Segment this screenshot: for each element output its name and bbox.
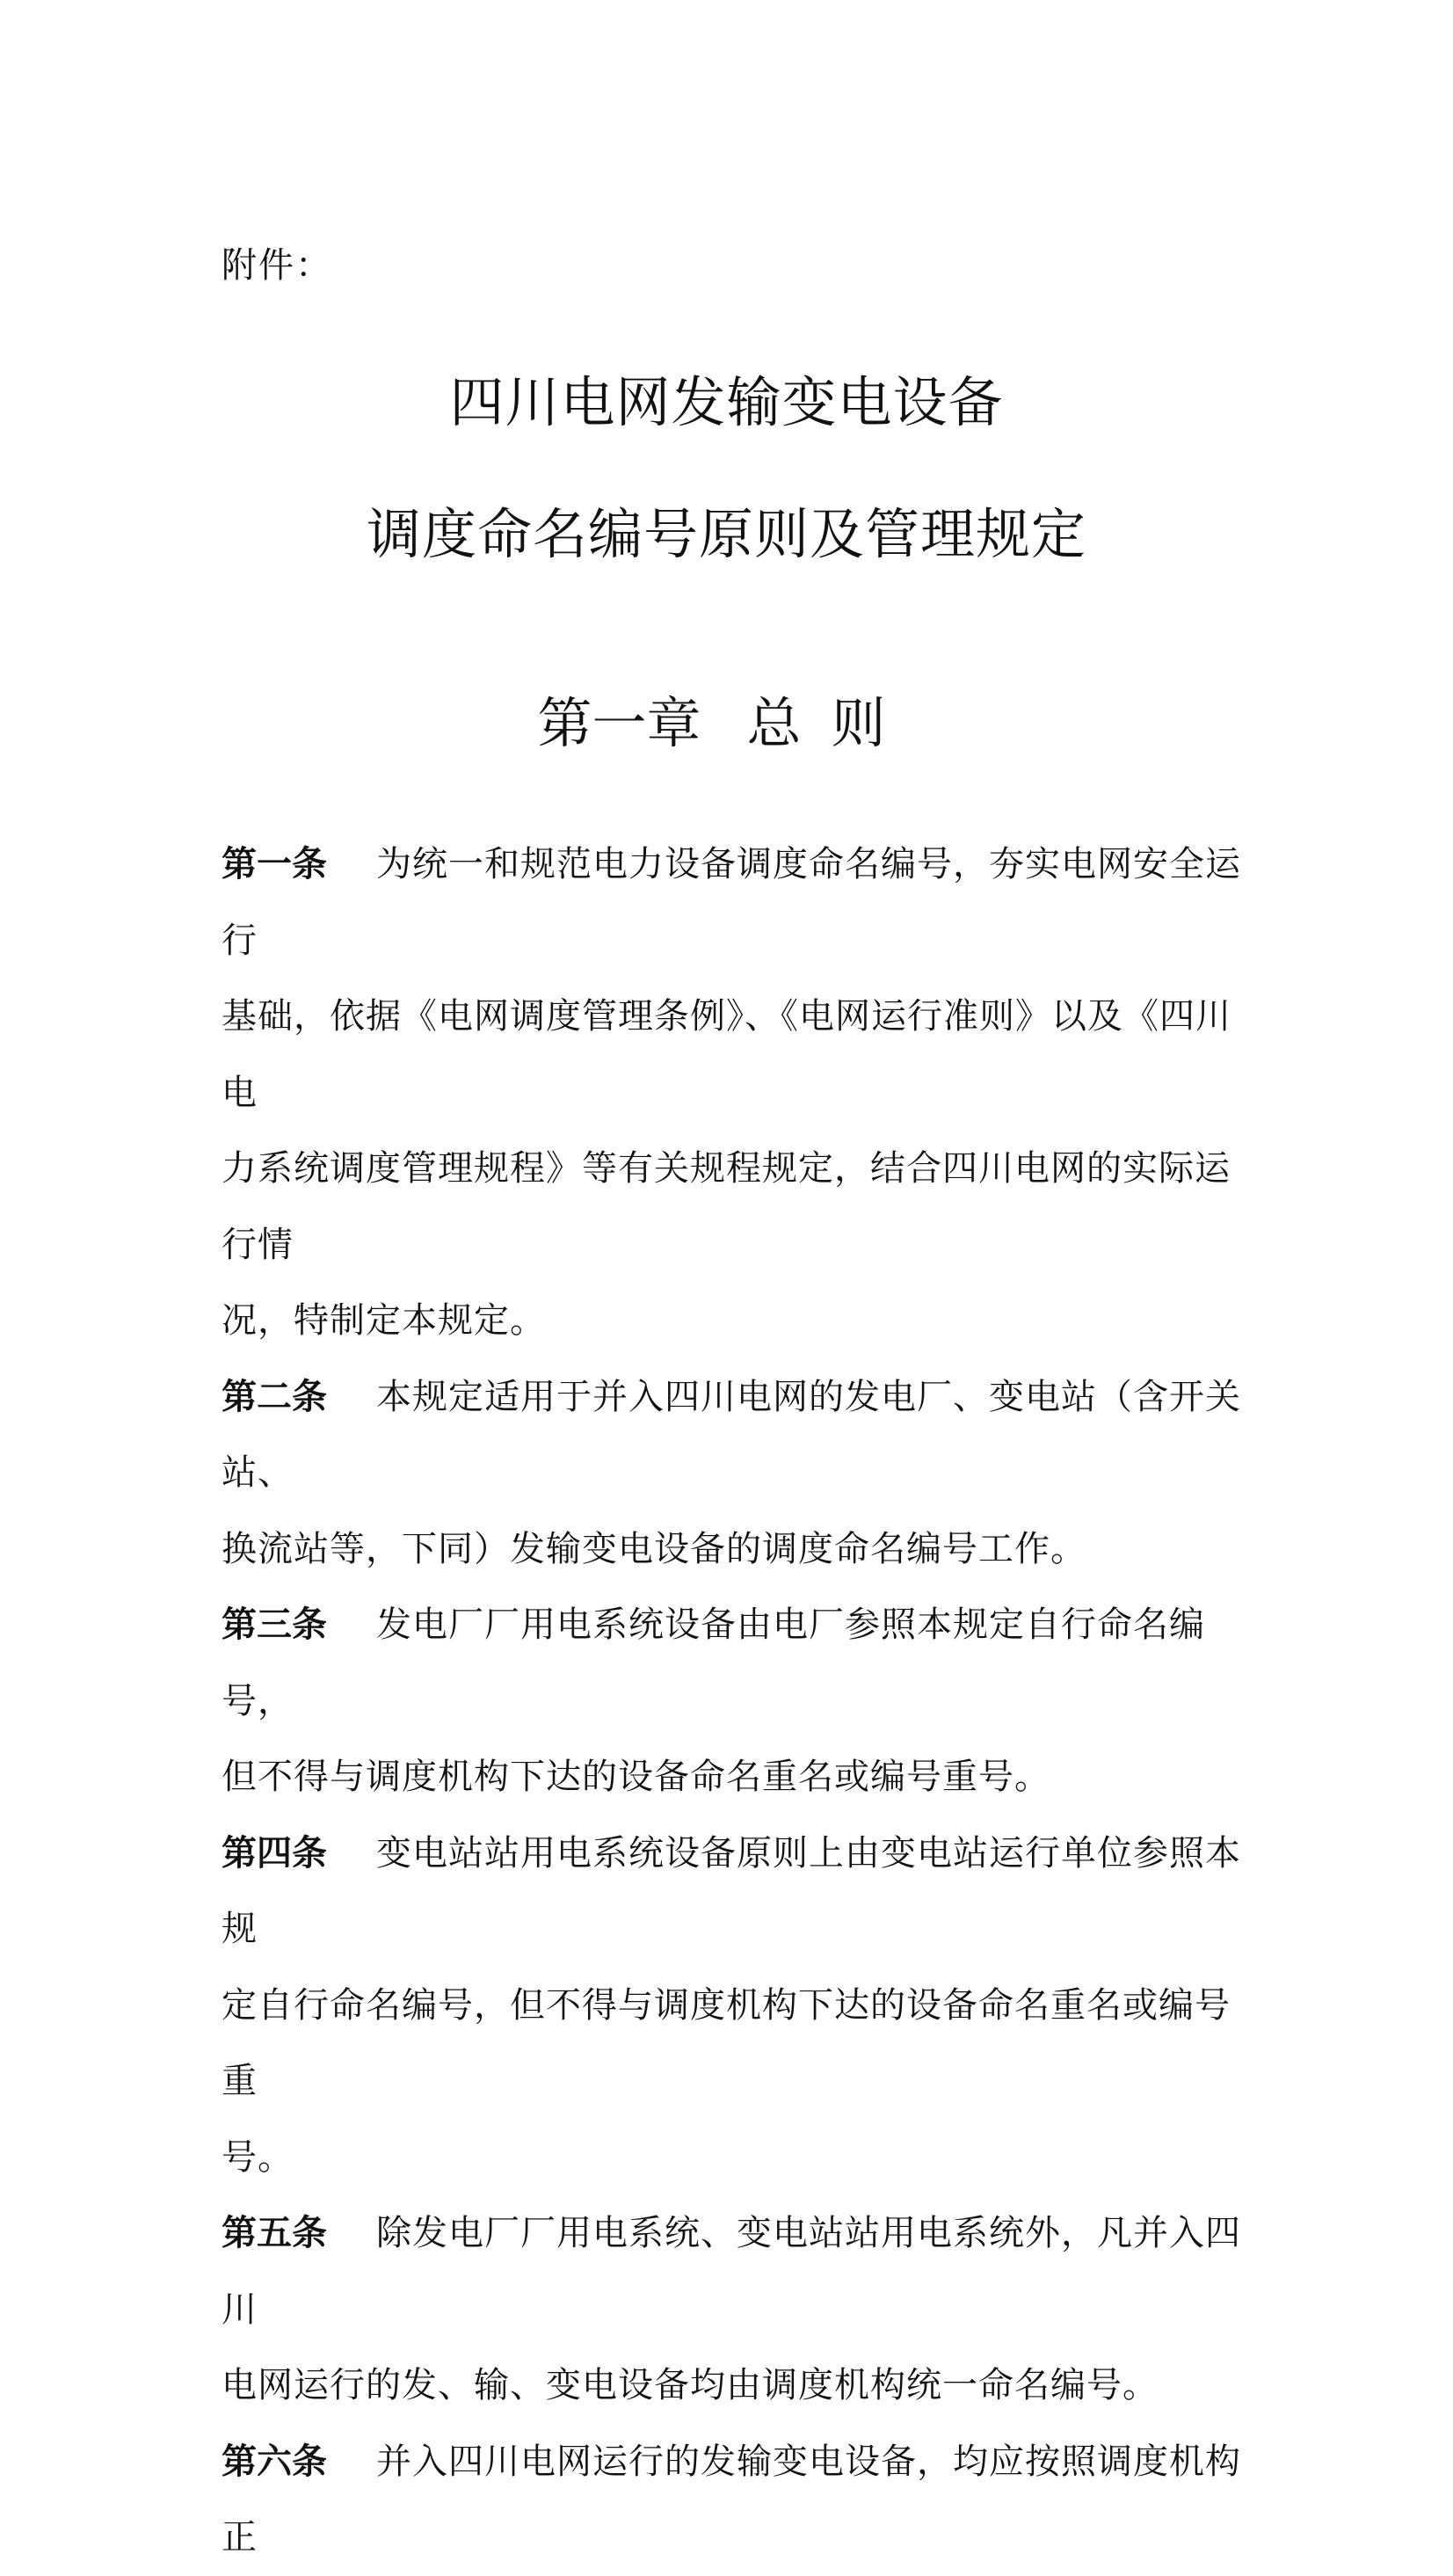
document-body: [222, 826, 1254, 2576]
article-text: 本规定适用于并入四川电网的发电厂、变电站（含开关站、 换流站等，下同）发输变电设备的调度命名编号工作。: [222, 1376, 1241, 1569]
article-5: [222, 2195, 1254, 2424]
document-title-line-2: 调度命名编号原则及管理规定: [366, 502, 1086, 566]
chapter-number: 第一章: [537, 691, 701, 755]
article-text: 并入四川电网运行的发输变电设备，均应按照调度机构正: [222, 2441, 1241, 2558]
attachment-label: 附件：: [222, 245, 332, 286]
article-4: [222, 1816, 1254, 2196]
article-number: 第一条: [222, 844, 327, 884]
article-number: 第三条: [222, 1605, 327, 1645]
article-text: 变电站站用电系统设备原则上由变电站运行单位参照本规 定自行命名编号，但不得与调度机构下达的设备命名重名或编号重 号。: [222, 1832, 1241, 2178]
document-title-line-1: 四川电网发输变电设备: [449, 370, 1004, 434]
article-number: 第四条: [222, 1832, 327, 1874]
article-3: [222, 1587, 1254, 1816]
chapter-heading: [0, 688, 1453, 759]
chapter-title: 总则: [746, 691, 916, 755]
article-text: 除发电厂厂用电系统、变电站站用电系统外，凡并入四川 电网运行的发、输、变电设备均由调度机构统一命名编号。: [222, 2213, 1241, 2405]
article-text: 为统一和规范电力设备调度命名编号，夯实电网安全运行 基础，依据《电网调度管理条例》、《电网运行准则》以及《四川电 力系统调度管理规程》等有关规程规定，结合四川电网的实际运行情 况，特制定本规定。: [222, 844, 1241, 1341]
article-text: 发电厂厂用电系统设备由电厂参照本规定自行命名编号， 但不得与调度机构下达的设备命名重名或编号重号。: [222, 1605, 1205, 1797]
article-number: 第五条: [222, 2213, 327, 2253]
article-2: [222, 1359, 1254, 1588]
article-6: [222, 2424, 1254, 2576]
article-1: [222, 826, 1254, 1359]
article-number: 第六条: [222, 2441, 327, 2482]
article-number: 第二条: [222, 1376, 327, 1417]
